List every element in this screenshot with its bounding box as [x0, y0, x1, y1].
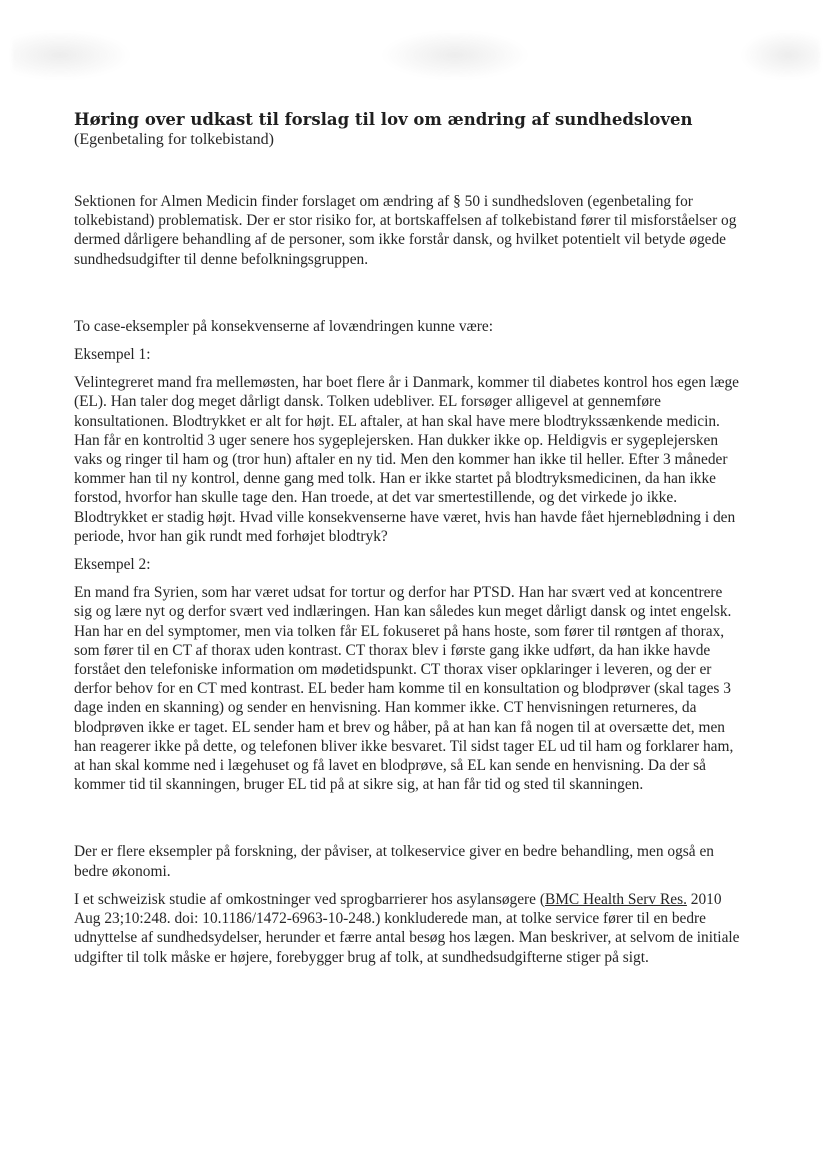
example1-label: Eksempel 1: — [74, 346, 151, 364]
scan-artifact — [380, 30, 530, 80]
document-subtitle: (Egenbetaling for tolkebistand) — [74, 131, 274, 148]
swiss-study-text-after: 2010 Aug 23;10:248. doi: 10.1186/1472-6963-10-248.) konkluderede man, at tolke service fører til en bedre udnyttelse af sundhedsydelser, herunder et færre antal besøg hos lægen. Man beskriver, at selvom de initiale udgifter til tolk måske er højere, forebygger brug af tolk, at sundhedsudgifterne stiger på sigt. — [74, 890, 740, 966]
intro-paragraph: Sektionen for Almen Medicin finder forslaget om ændring af § 50 i sundhedsloven (egenbetaling for tolkebistand) problematisk. Der er stor risiko for, at bortskaffelsen af tolkebistand fører til misforståelser og dermed dårligere behandling af de personer, som ikke forstår dansk, og hvilket potentielt vil betyde øgede sundhedsudgifter til denne befolkningsgruppen. — [74, 193, 737, 268]
swiss-study-text-before: I et schweizisk studie af omkostninger ved sprogbarrierer hos asylansøgere ( — [74, 890, 545, 908]
reference-link[interactable]: BMC Health Serv Res. — [544, 890, 687, 908]
document-title: Høring over udkast til forslag til lov om ændring af sundhedsloven — [74, 110, 693, 129]
document-body — [74, 192, 744, 967]
cases-lead: To case-eksempler på konsekvenserne af lovændringen kunne være: — [74, 317, 494, 335]
scan-artifact — [12, 30, 132, 80]
example1-paragraph: Velintegreret mand fra mellemøsten, har boet flere år i Danmark, kommer til diabetes kontrol hos egen læge (EL). Han taler dog meget dårligt dansk. Tolken udebliver. EL forsøger alligevel at gennemføre konsultationen. Blodtrykket er alt for højt. EL aftaler, at han skal have mere blodtrykssænkende medicin. Han får en kontroltid 3 uger senere hos sygeplejersken. Han dukker ikke op. Heldigvis er sygeplejersken vaks og ringer til ham og (tror hun) aftaler en ny tid. Men den kommer han ikke til heller. Efter 3 måneder kommer han til ny kontrol, denne gang med tolk. Han er ikke startet på blodtryksmedicinen, da han ikke forstod, hvorfor han skulle tage den. Han troede, at det var smertestillende, og det virkede jo ikke. Blodtrykket er stadig højt. Hvad ville konsekvenserne have været, hvis han havde fået hjerneblødning i den periode, hvor han gik rundt med forhøjet blodtryk? — [74, 374, 739, 545]
research-paragraph: Der er flere eksempler på forskning, der påviser, at tolkeservice giver en bedre behandling, men også en bedre økonomi. — [74, 843, 714, 880]
swiss-study-paragraph — [74, 890, 744, 967]
example2-label: Eksempel 2: — [74, 556, 151, 574]
example2-paragraph: En mand fra Syrien, som har været udsat for tortur og derfor har PTSD. Han har svært ved at koncentrere sig og lære nyt og derfor svært ved indlæringen. Han kan således kun meget dårligt dansk og intet engelsk. Han har en del symptomer, men via tolken får EL fokuseret på hans hoste, som fører til røntgen af thorax, som fører til en CT af thorax uden kontrast. CT thorax blev i første gang ikke udført, da han ikke havde forstået den telefoniske information om mødetidspunkt. CT thorax viser opklaringer i leveren, og der er derfor behov for en CT med kontrast. EL beder ham komme til en konsultation og blodprøver (skal tages 3 dage inden en skanning) og sender en henvisning. Han kommer ikke. CT henvisningen returneres, da blodprøven ikke er taget. EL sender ham et brev og håber, på at han kan få nogen til at oversætte det, men han reagerer ikke på dette, og telefonen bliver ikke besvaret. Til sidst tager EL ud til ham og forklarer ham, at han skal komme ned i lægehuset og få lavet en blodprøve, så EL kan sende en henvisning. Da der så kommer tid til skanningen, bruger EL tid på at sikre sig, at han får tid og sted til skanningen. — [74, 584, 734, 794]
scan-artifact — [740, 30, 820, 80]
